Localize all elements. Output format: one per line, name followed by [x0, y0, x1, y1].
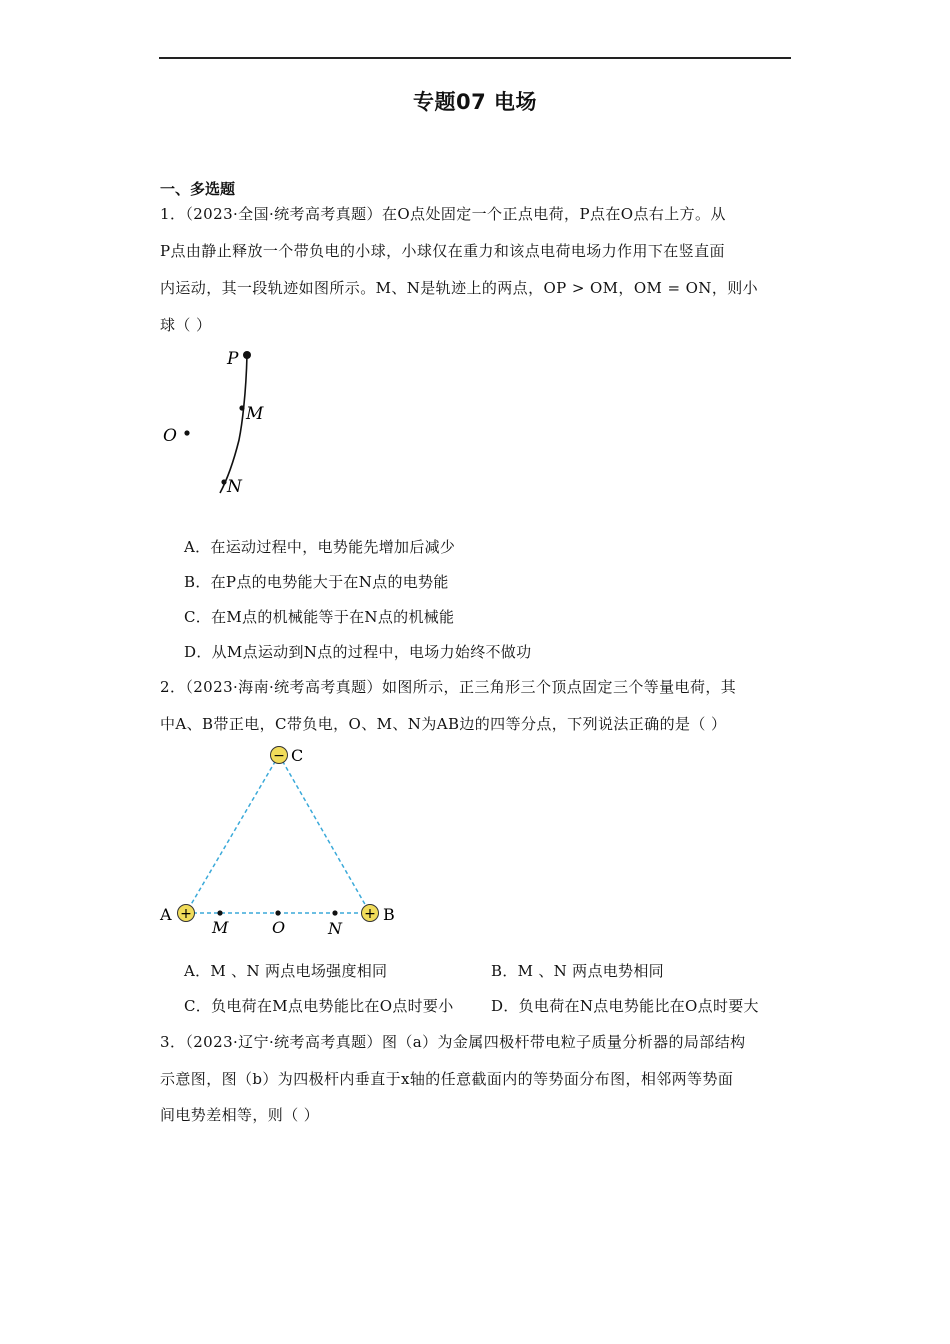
point-o-dot — [184, 430, 189, 435]
edge-bc — [279, 755, 370, 913]
q1-trajectory-figure — [150, 340, 290, 505]
label-m: M — [246, 404, 264, 424]
trajectory-curve — [220, 355, 247, 493]
q2-option-b: B．M 、N 两点电势相同 — [491, 962, 664, 980]
label-n: N — [328, 919, 342, 938]
q2-option-d: D．负电荷在N点电势能比在O点时要大 — [491, 997, 759, 1015]
q1-text-line3: 内运动，其一段轨迹如图所示。M、N是轨迹上的两点，OP > OM，OM = ON，则小 — [160, 279, 759, 297]
point-n-dot — [221, 479, 226, 484]
q1-option-c: C．在M点的机械能等于在N点的机械能 — [184, 608, 455, 626]
point-n-dot — [332, 910, 337, 915]
q3-text-line2: 示意图，图（b）为四极杆内垂直于x轴的任意截面内的等势面分布图，相邻两等势面 — [160, 1070, 734, 1088]
page-title: 专题07 电场 — [412, 90, 538, 114]
q1-text-line4: 球（ ） — [160, 316, 212, 334]
q1-option-a: A．在运动过程中，电势能先增加后减少 — [184, 538, 456, 556]
q2-text-line2: 中A、B带正电，C带负电，O、M、N为AB边的四等分点，下列说法正确的是（ ） — [160, 715, 727, 733]
label-p: P — [227, 349, 239, 369]
label-a: A — [160, 905, 172, 924]
q3-text-line3: 间电势差相等，则（ ） — [160, 1106, 320, 1124]
q1-text-line2: P点由静止释放一个带负电的小球，小球仅在重力和该点电荷电场力作用下在竖直面 — [160, 242, 725, 260]
q2-option-c: C．负电荷在M点电势能比在O点时要小 — [184, 997, 454, 1015]
edge-ac — [186, 755, 279, 913]
label-b: B — [383, 905, 395, 924]
point-m-dot — [217, 910, 222, 915]
q1-option-b: B．在P点的电势能大于在N点的电势能 — [184, 573, 449, 591]
q3-text-line1: 3．（2023·辽宁·统考高考真题）图（a）为金属四极杆带电粒子质量分析器的局部结构 — [160, 1033, 746, 1051]
plus-sign-b: + — [364, 906, 376, 922]
point-m-dot — [239, 405, 244, 410]
plus-sign-a: + — [180, 906, 192, 922]
q2-option-a: A．M 、N 两点电场强度相同 — [184, 962, 388, 980]
label-n: N — [227, 477, 242, 497]
label-m: M — [212, 918, 229, 937]
header-rule — [159, 57, 791, 59]
q1-text-line1: 1．（2023·全国·统考高考真题）在O点处固定一个正点电荷，P点在O点右上方。从 — [160, 205, 726, 223]
q2-triangle-figure — [150, 740, 410, 945]
q2-text-line1: 2．（2023·海南·统考高考真题）如图所示，正三角形三个顶点固定三个等量电荷，其 — [160, 678, 737, 696]
label-o: O — [272, 918, 286, 937]
point-p-dot — [243, 351, 251, 359]
q1-option-d: D．从M点运动到N点的过程中，电场力始终不做功 — [184, 643, 532, 661]
label-c: C — [291, 746, 304, 765]
point-o-dot — [275, 910, 280, 915]
section-heading: 一、多选题 — [160, 180, 236, 198]
minus-sign: − — [273, 748, 285, 764]
label-o: O — [163, 426, 177, 446]
